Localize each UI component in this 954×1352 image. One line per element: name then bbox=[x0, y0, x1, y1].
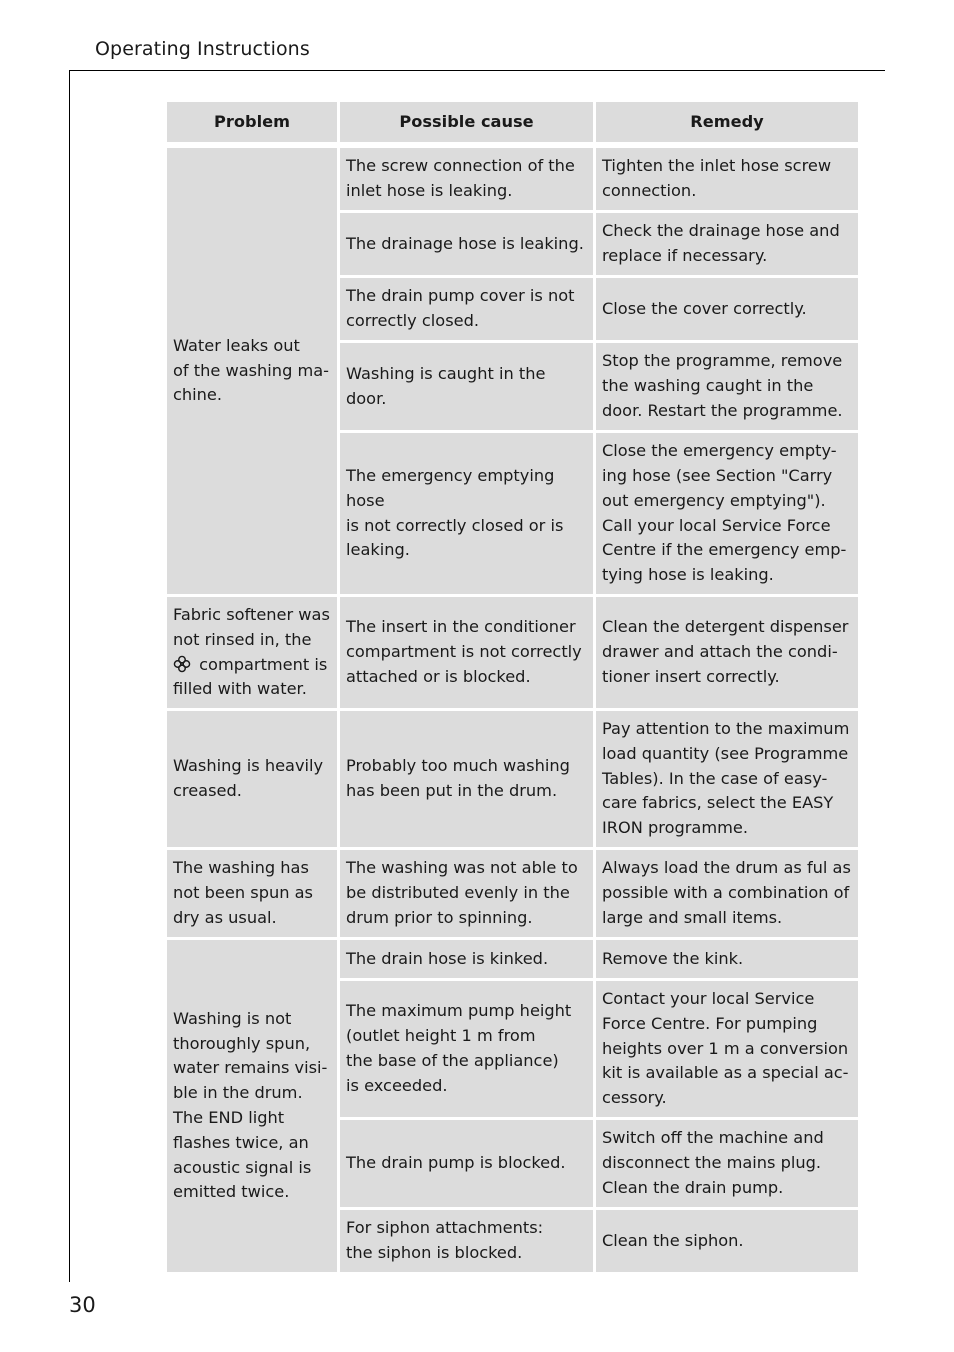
cause-cell: The drain pump is blocked. bbox=[340, 1120, 593, 1207]
column-header-problem: Problem bbox=[167, 102, 337, 142]
page-number: 30 bbox=[69, 1293, 96, 1317]
remedy-cell: Clean the detergent dispenser drawer and attach the condi- tioner insert correctly. bbox=[596, 597, 858, 708]
column-header-remedy: Remedy bbox=[596, 102, 858, 142]
cause-cell: The maximum pump height (outlet height 1 m from the base of the appliance) is exceeded. bbox=[340, 981, 593, 1117]
table-row bbox=[167, 940, 858, 978]
remedy-cell: Close the emergency empty- ing hose (see Section "Carry out emergency emptying"). Call your local Service Force Centre if the emergency emp- tying hose is leaking. bbox=[596, 433, 858, 594]
cause-cell: The drain pump cover is not correctly closed. bbox=[340, 278, 593, 340]
cause-cell: The insert in the conditioner compartment is not correctly attached or is blocked. bbox=[340, 597, 593, 708]
table-row bbox=[167, 850, 858, 937]
problem-text: Fabric softener was not rinsed in, the bbox=[173, 604, 330, 649]
problem-cell: Water leaks out of the washing ma- chine. bbox=[167, 148, 337, 594]
remedy-cell: Check the drainage hose and replace if necessary. bbox=[596, 213, 858, 275]
remedy-cell: Close the cover correctly. bbox=[596, 278, 858, 340]
problem-cell bbox=[167, 597, 337, 708]
remedy-cell: Stop the programme, remove the washing caught in the door. Restart the programme. bbox=[596, 343, 858, 430]
table-header-row bbox=[167, 102, 858, 142]
cause-cell: Probably too much washing has been put in the drum. bbox=[340, 711, 593, 847]
cause-cell: The washing was not able to be distributed evenly in the drum prior to spinning. bbox=[340, 850, 593, 937]
cause-cell: The drain hose is kinked. bbox=[340, 940, 593, 978]
remedy-cell: Contact your local Service Force Centre. For pumping heights over 1 m a conversion kit is available as a special ac- cessory. bbox=[596, 981, 858, 1117]
table-row bbox=[167, 597, 858, 708]
problem-cell: The washing has not been spun as dry as usual. bbox=[167, 850, 337, 937]
remedy-cell: Clean the siphon. bbox=[596, 1210, 858, 1272]
remedy-cell: Remove the kink. bbox=[596, 940, 858, 978]
remedy-cell: Pay attention to the maximum load quantity (see Programme Tables). In the case of easy- care fabrics, select the EASY IRON programme. bbox=[596, 711, 858, 847]
cause-cell: The emergency emptying hose is not correctly closed or is leaking. bbox=[340, 433, 593, 594]
column-header-cause: Possible cause bbox=[340, 102, 593, 142]
table-row bbox=[167, 711, 858, 847]
cause-cell: The screw connection of the inlet hose is leaking. bbox=[340, 148, 593, 210]
cause-cell: Washing is caught in the door. bbox=[340, 343, 593, 430]
table-row bbox=[167, 148, 858, 210]
header-rule bbox=[69, 70, 885, 71]
troubleshooting-table bbox=[164, 99, 861, 1275]
cause-cell: For siphon attachments: the siphon is blocked. bbox=[340, 1210, 593, 1272]
problem-text: compartment is filled with water. bbox=[173, 654, 328, 699]
problem-cell: Washing is not thoroughly spun, water remains visi- ble in the drum. The END light flashes twice, an acoustic signal is emitted twice. bbox=[167, 940, 337, 1272]
remedy-cell: Always load the drum as ful as possible with a combination of large and small items. bbox=[596, 850, 858, 937]
problem-cell: Washing is heavily creased. bbox=[167, 711, 337, 847]
flower-icon bbox=[173, 655, 191, 673]
remedy-cell: Switch off the machine and disconnect the mains plug. Clean the drain pump. bbox=[596, 1120, 858, 1207]
margin-rule bbox=[69, 70, 70, 1282]
cause-cell: The drainage hose is leaking. bbox=[340, 213, 593, 275]
running-header: Operating Instructions bbox=[95, 38, 310, 60]
remedy-cell: Tighten the inlet hose screw connection. bbox=[596, 148, 858, 210]
